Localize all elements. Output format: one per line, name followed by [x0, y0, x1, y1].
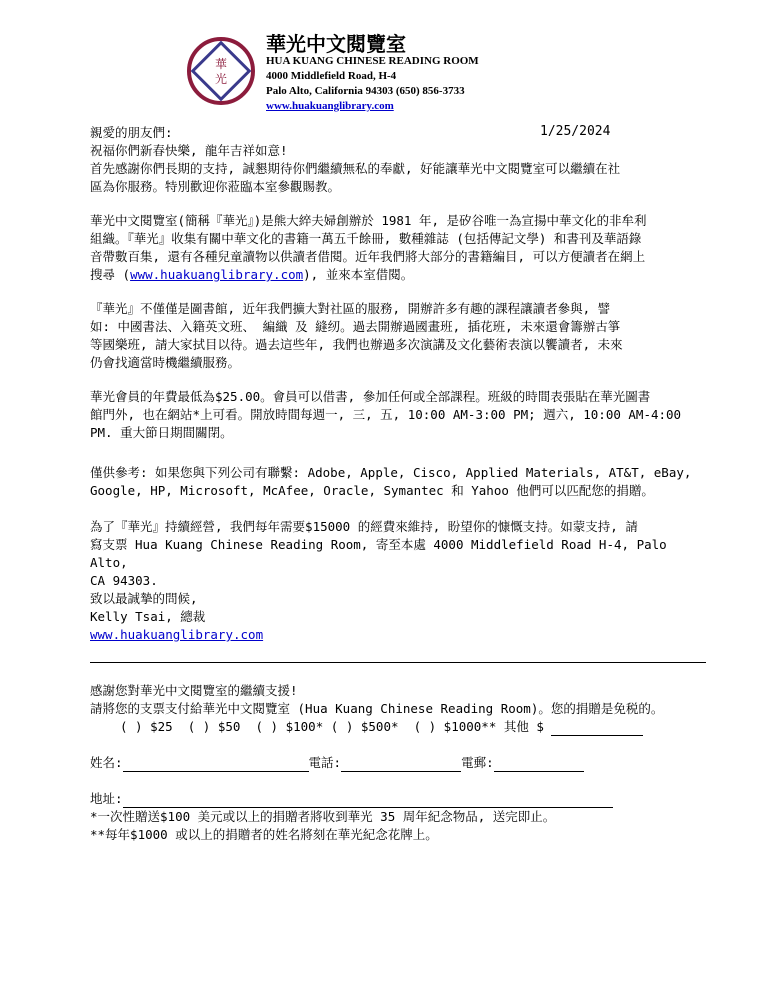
donation-options	[120, 718, 680, 736]
org-address-line1: 4000 Middlefield Road, H-4	[266, 70, 397, 82]
p5-line: 僅供參考: 如果您與下列公司有聯繫: Adobe, Apple, Cisco, Applied Materials, AT&T, eBay,	[90, 465, 692, 480]
note-100: *一次性贈送$100 美元或以上的捐贈者將收到華光 35 周年紀念物品, 送完即止。	[90, 809, 556, 824]
p2-line	[90, 266, 710, 284]
p2-text: ), 並來本室借閱。	[303, 267, 414, 282]
org-website-link[interactable]: www.huakuanglibrary.com	[266, 100, 394, 112]
p3-line: 『華光』不僅僅是圖書館, 近年我們擴大對社區的服務, 開辦許多有趣的課程讓讀者參與, 譬	[90, 301, 611, 316]
donation-thanks: 感謝您對華光中文閱覽室的繼續支援!	[90, 683, 298, 698]
p2-line: 組織。『華光』收集有關中華文化的書籍一萬五千餘冊, 數種雜誌 (包括傳記文學) 和書刊及華語錄	[90, 231, 642, 246]
catalog-link[interactable]: www.huakuanglibrary.com	[130, 267, 304, 282]
option-100[interactable]: ( ) $100*	[255, 719, 324, 734]
address-label: 地址:	[90, 791, 123, 806]
p1-line: 區為你服務。特別歡迎你蒞臨本室參觀賜教。	[90, 179, 341, 194]
paragraph-5	[90, 464, 710, 500]
other-amount-label: 其他 $	[503, 719, 544, 734]
option-1000[interactable]: ( ) $1000**	[413, 719, 497, 734]
p1-line: 祝福你們新春快樂, 龍年吉祥如意!	[90, 143, 288, 158]
paragraph-3	[90, 300, 710, 372]
p6-line: 寫支票 Hua Kuang Chinese Reading Room, 寄至本處 4000 Middlefield Road H-4, Palo Alto,	[90, 537, 667, 570]
p2-line: 音帶數百集, 還有各種兒童讀物以供讀者借閱。近年我們將大部分的書籍編目, 可以方便讀者在網上	[90, 249, 646, 264]
paragraph-4	[90, 388, 710, 442]
logo-char-bottom: 光	[214, 72, 228, 86]
signature-website-link[interactable]: www.huakuanglibrary.com	[90, 627, 264, 642]
p3-line: 仍會找適當時機繼續服務。	[90, 355, 241, 370]
closing: 致以最誠摯的問候,	[90, 591, 198, 606]
org-title-en: HUA KUANG CHINESE READING ROOM	[266, 55, 479, 67]
phone-label: 電話:	[308, 755, 342, 770]
option-25[interactable]: ( ) $25	[120, 719, 173, 734]
other-amount-field[interactable]	[551, 721, 643, 736]
org-title-zh: 華光中文閱覽室	[266, 32, 406, 56]
p6-line: 為了『華光』持續經營, 我們每年需要$15000 的經費來維持, 盼望你的慷慨支持。如蒙支持, 請	[90, 519, 638, 534]
name-label: 姓名:	[90, 755, 123, 770]
phone-field[interactable]	[341, 757, 461, 772]
donation-instruction: 請將您的支票支付給華光中文閱覽室 (Hua Kuang Chinese Reading Room)。您的捐贈是免税的。	[90, 701, 664, 716]
paragraph-2	[90, 212, 710, 284]
email-field[interactable]	[494, 757, 584, 772]
p5-line: Google, HP, Microsoft, McAfee, Oracle, Symantec 和 Yahoo 他們可以匹配您的捐贈。	[90, 483, 654, 498]
note-1000: **每年$1000 或以上的捐贈者的姓名將刻在華光紀念花牌上。	[90, 827, 438, 842]
address-field[interactable]	[123, 793, 613, 808]
p3-line: 如: 中國書法、入籍英文班、 編織 及 縫纫。過去開辦過國畫班, 插花班, 未來還會籌辦古箏	[90, 319, 621, 334]
name-field[interactable]	[123, 757, 309, 772]
p4-line: 華光會員的年費最低為$25.00。會員可以借書, 參加任何或全部課程。班級的時間表張貼在華光圖書	[90, 389, 651, 404]
p2-text: 搜尋 (	[90, 267, 131, 282]
p6-line: CA 94303.	[90, 573, 158, 588]
p4-line: PM. 重大節日期間關閉。	[90, 425, 233, 440]
paragraph-1	[90, 142, 710, 196]
paragraph-6	[90, 518, 710, 590]
letter-greeting: 親愛的朋友們:	[90, 125, 173, 140]
option-500[interactable]: ( ) $500*	[330, 719, 399, 734]
section-divider	[90, 662, 706, 663]
org-address-line2: Palo Alto, California 94303 (650) 856-3733	[266, 85, 465, 97]
signer: Kelly Tsai, 總裁	[90, 609, 206, 624]
p2-line: 華光中文閱覽室(簡稱『華光』)是熊大綷夫婦創辦於 1981 年, 是矽谷唯一為宣揚中華文化的非牟利	[90, 213, 647, 228]
address-row	[90, 790, 710, 808]
option-50[interactable]: ( ) $50	[187, 719, 241, 734]
logo-char-top: 華	[214, 57, 228, 71]
notes	[90, 808, 710, 844]
signature-block	[90, 590, 710, 644]
logo-emblem	[186, 36, 256, 106]
p3-line: 等國樂班, 請大家拭目以待。過去這些年, 我們也辦過多次演講及文化藝術表演以饗讀者, 未來	[90, 337, 623, 352]
letter-date: 1/25/2024	[540, 124, 611, 139]
contact-row	[90, 754, 710, 772]
p4-line: 館門外, 也在網站*上可看。開放時間每週一, 三, 五, 10:00 AM-3:00 PM; 週六, 10:00 AM-4:00	[90, 407, 682, 422]
p1-line: 首先感謝你們長期的支持, 誠懇期待你們繼續無私的奉獻, 好能讓華光中文閱覽室可以繼續在社	[90, 161, 621, 176]
email-label: 電郵:	[461, 755, 494, 770]
